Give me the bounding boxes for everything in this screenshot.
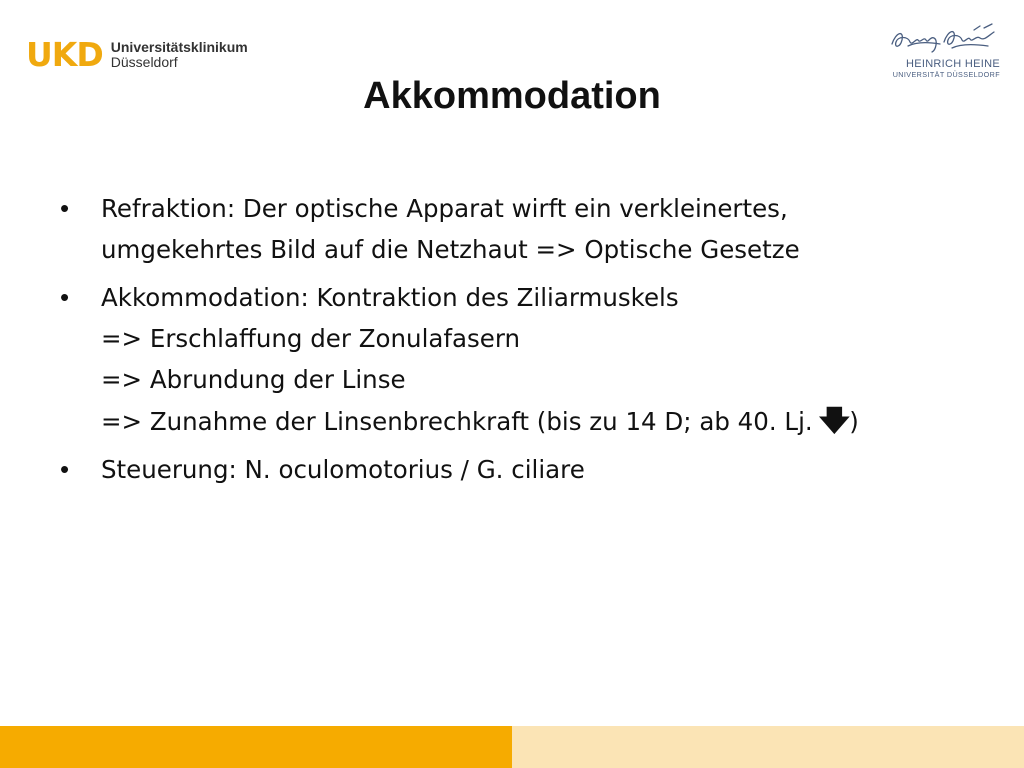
ukd-logo — [26, 35, 248, 74]
ukd-logo-line2: Düsseldorf — [110, 54, 178, 70]
bullet-text: Akkommodation: Kontraktion des Ziliarmuskels — [101, 283, 679, 312]
hhu-logo-name: HEINRICH HEINE — [905, 58, 1000, 70]
bullet-item-steuerung — [60, 449, 960, 490]
bullet-item-akkommodation — [60, 277, 960, 442]
footer-bar-right — [512, 726, 1024, 768]
bullet-text-with-arrow — [101, 400, 960, 442]
ukd-logo-text — [111, 40, 248, 70]
bullet-marker: • — [60, 193, 70, 223]
bullet-text: => Erschlaffung der Zonulafasern — [101, 324, 521, 353]
bullet-item-refraktion — [60, 188, 960, 270]
ukd-logo-mark: UKD — [26, 35, 103, 74]
bullet-list — [60, 188, 960, 497]
ukd-logo-line1: Universitätsklinikum — [110, 39, 248, 55]
slide-title: Akkommodation — [363, 75, 661, 117]
bullet-text-prefix: => Zunahme der Linsenbrechkraft (bis zu 14 D; ab 40. Lj. — [101, 407, 821, 436]
hhu-logo-subtitle: UNIVERSITÄT DÜSSELDORF — [892, 70, 1000, 79]
bullet-marker: • — [60, 282, 70, 312]
bullet-text: => Abrundung der Linse — [101, 365, 406, 394]
bullet-marker: • — [60, 454, 70, 484]
bullet-text-suffix: ) — [849, 407, 859, 436]
bullet-text: Refraktion: Der optische Apparat wirft ein verkleinertes, — [101, 194, 788, 223]
signature-icon — [888, 22, 1000, 58]
down-arrow-icon: 🡇 — [819, 404, 851, 437]
bullet-text: umgekehrtes Bild auf die Netzhaut => Optische Gesetze — [101, 235, 800, 264]
bullet-text: Steuerung: N. oculomotorius / G. ciliare — [101, 455, 585, 484]
footer-bar-left — [0, 726, 512, 768]
